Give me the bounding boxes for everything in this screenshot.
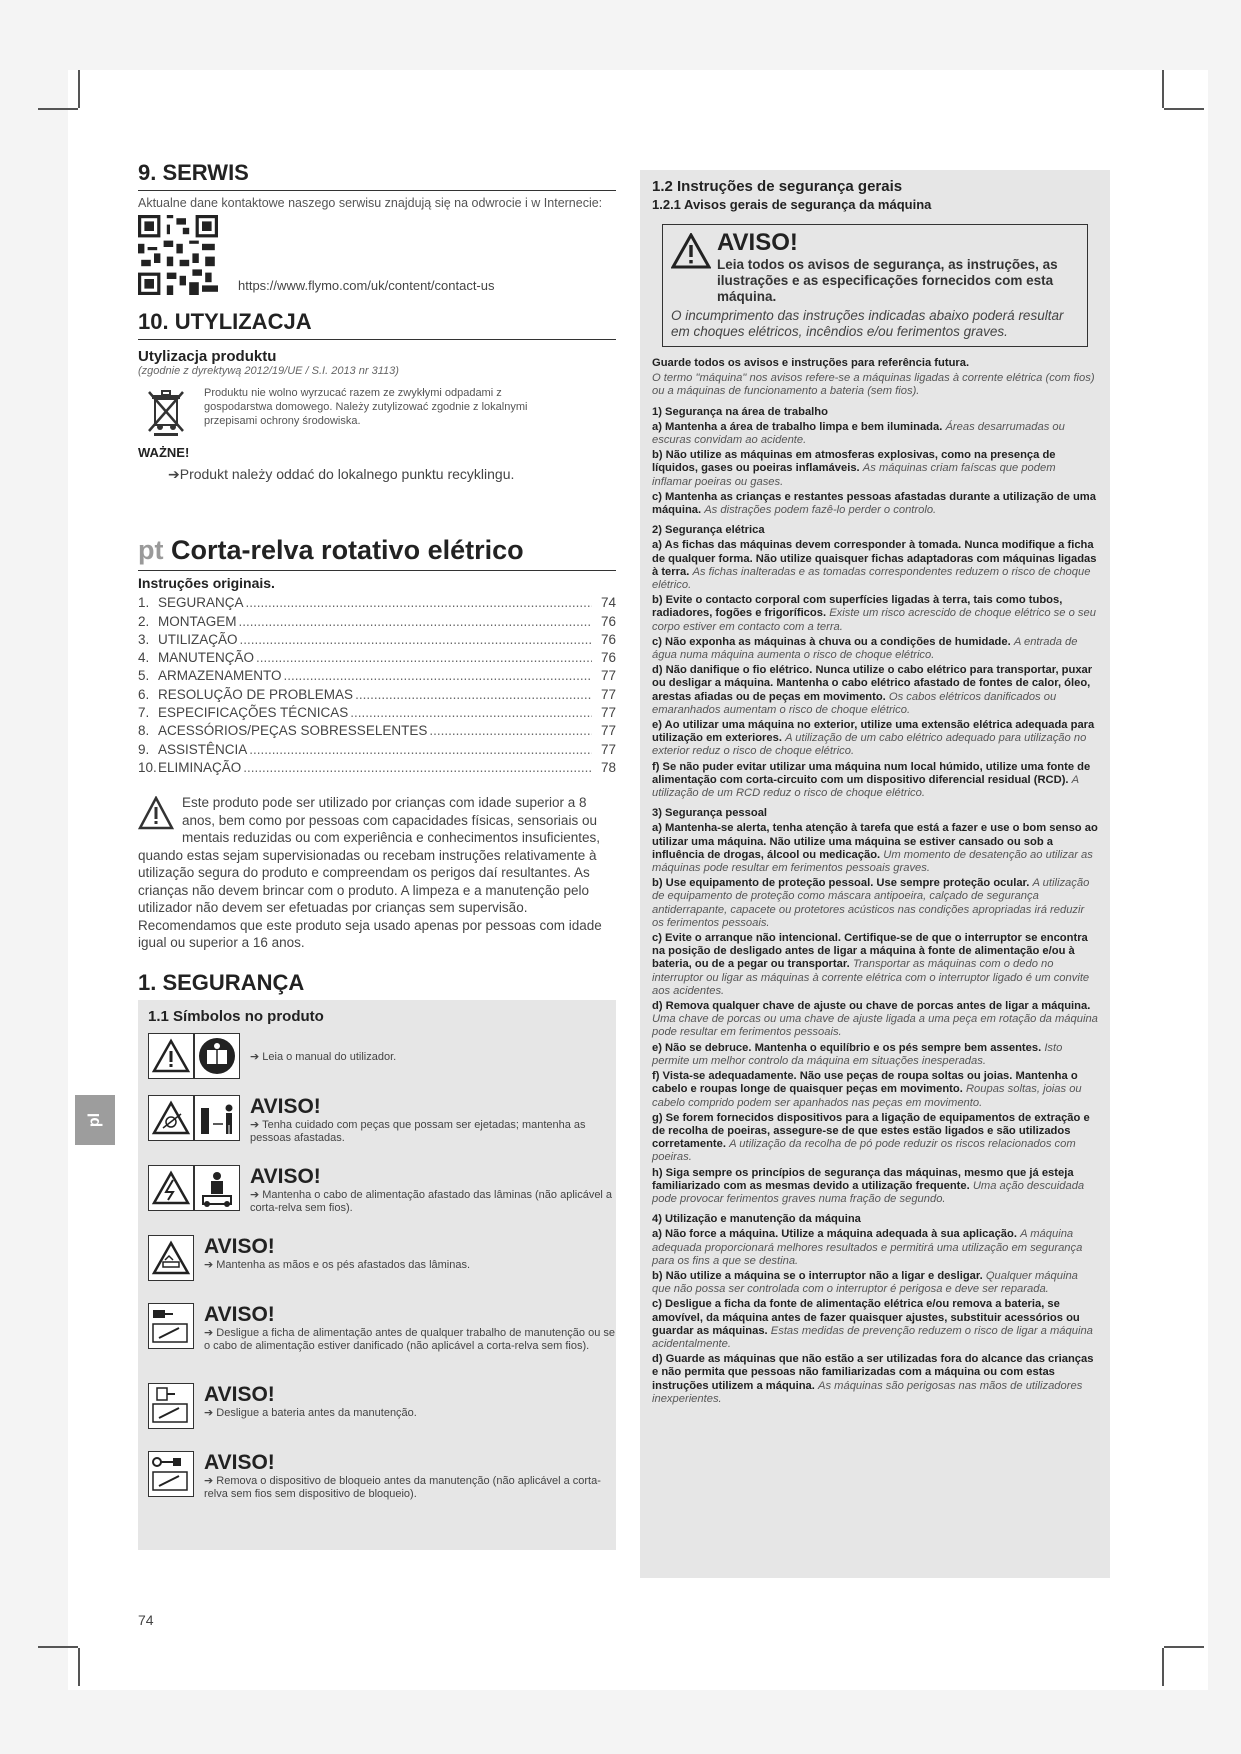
- toc-number: 5.: [138, 668, 150, 684]
- aviso-label: AVISO!: [250, 1094, 321, 1118]
- toc-leader: [239, 614, 593, 629]
- rule-item: c) Evite o arranque não intencional. Certifique-se de que o interruptor se encontra na posição de desligado antes de ligar a máquina à fonte de alimentação e/ou à bateria, ou de a pegar ou transportar. Transportar as máquinas com o dedo no interruptor ou ligar as máquinas à corrente elétrica com o interruptor ligado é um convite aos acidentes.: [652, 932, 1090, 997]
- keep-instructions: [652, 357, 1098, 370]
- toc-page: 76: [600, 650, 616, 666]
- toc-item[interactable]: [138, 687, 616, 705]
- toc-title: ARMAZENAMENTO: [158, 668, 282, 684]
- rule-item: b) Não utilize as máquinas em atmosferas explosivas, como na presença de líquidos, gases ou poeiras inflamáveis. As máquinas criam faíscas que podem inflamar poeiras ou gases.: [652, 449, 1056, 488]
- symbol-text: [250, 1095, 616, 1145]
- rule-item: d) Guarde as máquinas que não estão a ser utilizadas fora do alcance das crianças e não permita que pessoas não familiarizadas com a máquina ou com estas instruções utilizem a máquina. As máquinas são perigosas nas mãos de utilizadores inexperientes.: [652, 1353, 1094, 1405]
- toc-title: ACESSÓRIOS/PEÇAS SOBRESSELENTES: [158, 723, 428, 739]
- language-code: pt: [138, 535, 164, 566]
- crop-mark: [1164, 1646, 1204, 1648]
- children-warning: [138, 794, 616, 952]
- table-of-contents: [138, 595, 616, 778]
- symbol-row: [148, 1303, 616, 1375]
- toc-title: ASSISTÊNCIA: [158, 741, 248, 757]
- toc-leader: [284, 668, 592, 683]
- ejected-objects-icon: [148, 1095, 194, 1141]
- symbol-row: [148, 1451, 616, 1511]
- toc-page: 77: [600, 705, 616, 721]
- rule-item: a) Mantenha a área de trabalho limpa e bem iluminada. Áreas desarrumadas ou escuras convidam ao acidente.: [652, 420, 1065, 446]
- toc-leader: [246, 595, 592, 610]
- unplug-maintenance-icon: [148, 1303, 194, 1349]
- aviso-label: AVISO!: [204, 1382, 275, 1406]
- language-tab: [75, 1095, 115, 1145]
- toc-number: 4.: [138, 650, 150, 666]
- toc-page: 77: [600, 723, 616, 739]
- aviso-label: AVISO!: [204, 1450, 275, 1474]
- rule-item: g) Se forem fornecidos dispositivos para a ligação de equipamentos de extração e de recolha de poeiras, assegure-se de que estes estão ligados e são utilizados corretamente. A utilização da recolha de pó pode reduzir os riscos relacionados com poeiras.: [652, 1111, 1090, 1164]
- toc-item[interactable]: [138, 742, 616, 760]
- rule-item: h) Siga sempre os princípios de segurança das máquinas, mesmo que já esteja familiarizado com as mesmas devido a utilização frequente. Uma ação descuidada pode provocar ferimentos graves numa fração de segundo.: [652, 1166, 1085, 1205]
- symbol-row: [148, 1095, 616, 1157]
- aviso-label: AVISO!: [204, 1302, 275, 1326]
- utylizacja-note: (zgodnie z dyrektywą 2012/19/UE / S.I. 2013 nr 3113): [138, 365, 399, 378]
- toc-number: 1.: [138, 595, 150, 611]
- rule-item: d) Remova qualquer chave de ajuste ou chave de porcas antes de ligar a máquina. Uma chave de porcas ou uma chave de ajuste ligada a uma peça em rotação da máquina pode resultar em ferimentos pessoais.: [652, 1000, 1098, 1039]
- crop-mark: [1162, 70, 1164, 108]
- rule-item: b) Não utilize a máquina se o interruptor não a ligar e desligar. Qualquer máquina que não possa ser controlada com o interruptor é perigosa e deve ser reparada.: [652, 1269, 1078, 1296]
- rule-item: e) Não se debruce. Mantenha o equilíbrio e os pés sempre bem assentes. Isto permite um melhor controlo da máquina em situações inesperadas.: [652, 1041, 1063, 1067]
- toc-page: 74: [600, 595, 616, 611]
- aviso-bold-text: Leia todos os avisos de segurança, as instruções, as ilustrações e as especificações fornecidos com esta máquina.: [717, 257, 1058, 305]
- aviso-header: [671, 229, 1079, 306]
- toc-title: MONTAGEM: [158, 613, 237, 629]
- rule-item: c) Desligue a ficha da fonte de alimentação elétrica e/ou remova a bateria, se amovível, da máquina antes de fazer quaisquer ajustes, substituir acessórios ou guardar as máquinas. Estas medidas de prevenção reduzem o risco de ligar a máquina acidentalmente.: [652, 1298, 1093, 1350]
- keep-distance-icon: [194, 1095, 240, 1141]
- symbol-row: [148, 1383, 616, 1443]
- crop-mark: [1162, 1648, 1164, 1686]
- crossed-bin-icon: [146, 387, 186, 437]
- toc-number: 10.: [138, 759, 157, 775]
- symbol-icons: [148, 1095, 240, 1141]
- aviso-box: [662, 224, 1088, 347]
- toc-page: 76: [600, 631, 616, 647]
- qr-row: [138, 215, 616, 295]
- seguranca-title: 1. SEGURANÇA: [138, 969, 305, 995]
- symbol-row: [148, 1165, 616, 1227]
- toc-title: UTILIZAÇÃO: [158, 631, 238, 647]
- serwis-title: 9. SERWIS: [138, 160, 616, 191]
- symbol-description: ➔ Leia o manual do utilizador.: [250, 1050, 397, 1063]
- symbols-box: [138, 1000, 616, 1550]
- electric-shock-icon: [148, 1165, 194, 1211]
- toc-leader: [243, 760, 592, 775]
- symbol-text: [204, 1303, 616, 1353]
- toc-title: ELIMINAÇÃO: [158, 759, 242, 775]
- toc-leader: [249, 742, 592, 757]
- rule-item: a) Não force a máquina. Utilize a máquina adequada à sua aplicação. A máquina adequada proporcionará melhores resultados e permitirá uma utilização em segurança para os fins a que se destina.: [652, 1228, 1083, 1267]
- symbol-icons: [148, 1165, 240, 1211]
- symbol-description: ➔ Desligue a ficha de alimentação antes de qualquer trabalho de manutenção ou se o cabo de alimentação estiver danificado (não aplicável a corta-relva sem fios).: [204, 1326, 615, 1352]
- utylizacja-subtitle: Utylizacja produktu: [138, 348, 277, 366]
- toc-title: ESPECIFICAÇÕES TÉCNICAS: [158, 705, 349, 721]
- symbol-text: [204, 1235, 470, 1272]
- crop-mark: [38, 108, 78, 110]
- product-name: Corta-relva rotativo elétrico: [171, 535, 524, 566]
- rule-item: b) Evite o contacto corporal com superfícies ligadas à terra, tais como tubos, radiadores, fogões e frigoríficos. Existe um risco acrescido de choque elétrico se o seu corpo estiver em contacto com a terra.: [652, 594, 1096, 633]
- aviso-label: AVISO!: [204, 1234, 275, 1258]
- symbol-description: ➔ Remova o dispositivo de bloqueio antes da manutenção (não aplicável a corta-relva sem fios sem dispositivo de bloqueio).: [204, 1474, 601, 1500]
- language-tab-label: pl: [86, 1112, 103, 1128]
- section-machine-use: 4) Utilização e manutenção da máquina: [652, 1213, 861, 1226]
- toc-number: 9.: [138, 741, 150, 757]
- symbol-icons: [148, 1383, 194, 1429]
- qr-code-icon[interactable]: [138, 215, 218, 295]
- toc-item[interactable]: [138, 723, 616, 741]
- toc-item[interactable]: [138, 705, 616, 723]
- left-column: [138, 160, 616, 1550]
- toc-number: 2.: [138, 613, 150, 629]
- section-electrical: 2) Segurança elétrica: [652, 524, 765, 537]
- toc-leader: [240, 632, 592, 647]
- utylizacja-title: 10. UTYLIZACJA: [138, 309, 616, 340]
- toc-title: RESOLUÇÃO DE PROBLEMAS: [158, 686, 354, 702]
- weee-text: Produktu nie wolno wyrzucać razem ze zwykłymi odpadami z gospodarstwa domowego. Należy zutylizować zgodnie z lokalnymi przepisami ochrony środowiska.: [204, 387, 528, 427]
- section-personal: 3) Segurança pessoal: [652, 807, 768, 820]
- toc-title: SEGURANÇA: [158, 595, 244, 611]
- aviso-italic-text: O incumprimento das instruções indicadas abaixo poderá resultar em choques elétricos, incêndios e/ou ferimentos graves.: [671, 307, 1064, 339]
- symbol-icons: [148, 1303, 194, 1349]
- weee-block: [138, 387, 616, 437]
- keep-text: Guarde todos os avisos e instruções para referência futura.: [652, 356, 970, 369]
- toc-item[interactable]: [138, 760, 616, 778]
- symbol-icons: [148, 1451, 194, 1497]
- symbols-title: 1.1 Símbolos no produto: [148, 1007, 324, 1025]
- symbol-text: [204, 1383, 417, 1420]
- toc-title: MANUTENÇÃO: [158, 650, 255, 666]
- warning-triangle-icon: [138, 796, 174, 830]
- toc-item[interactable]: [138, 614, 616, 632]
- symbol-description: ➔ Tenha cuidado com peças que possam ser ejetadas; mantenha as pessoas afastadas.: [250, 1118, 586, 1144]
- toc-number: 6.: [138, 686, 150, 702]
- warning-triangle-icon: [671, 233, 711, 269]
- section-work-area: 1) Segurança na área de trabalho: [652, 405, 828, 418]
- rule-item: c) Não exponha as máquinas à chuva ou a condições de humidade. A entrada de água numa máquina aumenta o risco de choque elétrico.: [652, 635, 1078, 661]
- rule-item: f) Se não puder evitar utilizar uma máquina num local húmido, utilize uma fonte de alimentação com corta-circuito com um dispositivo diferencial residual (RCD). A utilização de um RCD reduz o risco de choque elétrico.: [652, 760, 1091, 800]
- toc-page: 78: [600, 759, 616, 775]
- page-number: 74: [138, 1612, 154, 1628]
- aviso-label: AVISO!: [250, 1164, 321, 1188]
- rule-item: f) Vista-se adequadamente. Não use peças de roupa soltas ou joias. Mantenha o cabelo e roupas longe de quaisquer peças em movimento. Roupas soltas, joias ou cabelo comprido podem ser apanhados nas peças em movimento.: [652, 1070, 1082, 1109]
- symbol-text: [204, 1451, 616, 1501]
- symbol-icons: [148, 1235, 194, 1281]
- crop-mark: [78, 1648, 80, 1686]
- symbol-text: [250, 1033, 396, 1064]
- read-manual-icon: [194, 1033, 240, 1079]
- symbol-row: [148, 1235, 616, 1295]
- important-text: ➔Produkt należy oddać do lokalnego punktu recyklingu.: [168, 466, 515, 483]
- toc-item[interactable]: [138, 668, 616, 686]
- rule-item: b) Use equipamento de proteção pessoal. Use sempre proteção ocular. A utilização de equipamento de proteção como máscara antipoeira, calçado de segurança antiderrapante, capacete ou protetores acústicos nas condições apropriadas irá reduzir os ferimentos pessoais.: [652, 877, 1090, 929]
- toc-leader: [355, 687, 592, 702]
- keep-note-text: O termo "máquina" nos avisos refere-se a máquinas ligadas à corrente elétrica (com fios) ou a máquinas de funcionamento a bateria (sem fios).: [652, 372, 1095, 398]
- rule-item: d) Não danifique o fio elétrico. Nunca utilize o cabo elétrico para transportar, puxar ou desligar a máquina. Mantenha o cabo elétrico afastado de fontes de calor, óleo, arestas afiadas ou de peças em movimento. Os cabos elétricos danificados ou emaranhados aumentam o risco de choque elétrico.: [652, 664, 1093, 716]
- right-column: [640, 170, 1110, 1578]
- contact-link[interactable]: https://www.flymo.com/uk/content/contact-us: [238, 278, 495, 294]
- symbol-description: ➔ Mantenha as mãos e os pés afastados das lâminas.: [204, 1258, 471, 1271]
- children-warning-text: Este produto pode ser utilizado por crianças com idade superior a 8 anos, bem como por pessoas com capacidades físicas, sensoriais ou mentais reduzidas ou com experiência e conhecimentos insuficientes, quando estas sejam supervisionadas ou recebam instruções relativamente à utilização segura do produto e compreendam os perigos daí resultantes. As crianças não devem brincar com o produto. A limpeza e a manutenção pelo utilizador não devem ser efetuadas por crianças sem supervisão. Recomendamos que este produto seja usado apenas por pessoas com idade igual ou superior a 16 anos.: [138, 795, 602, 951]
- cable-mower-icon: [194, 1165, 240, 1211]
- rule-item: c) Mantenha as crianças e restantes pessoas afastadas durante a utilização de uma máquina. As distrações podem fazê-lo perder o controlo.: [652, 490, 1096, 516]
- symbol-description: ➔ Desligue a bateria antes da manutenção.: [204, 1406, 417, 1419]
- crop-mark: [38, 1646, 78, 1648]
- toc-item[interactable]: [138, 595, 616, 613]
- battery-remove-icon: [148, 1383, 194, 1429]
- symbols-list: [148, 1033, 616, 1511]
- symbol-text: [250, 1165, 616, 1215]
- rule-item: e) Ao utilizar uma máquina no exterior, utilize uma extensão elétrica adequada para utilização em exteriores. A utilização de um cabo elétrico adequado para utilização no exterior reduz o risco de choque elétrico.: [652, 719, 1095, 758]
- serwis-text: Aktualne dane kontaktowe naszego serwisu znajdują się na odwrocie i w Internecie:: [138, 196, 603, 210]
- blade-hazard-icon: [148, 1235, 194, 1281]
- toc-number: 7.: [138, 705, 150, 721]
- symbol-row: [148, 1033, 616, 1087]
- important-label: WAŻNE!: [138, 445, 190, 461]
- keep-note: [652, 372, 1098, 398]
- product-title: [138, 535, 616, 571]
- toc-leader: [429, 723, 592, 738]
- toc-page: 77: [600, 741, 616, 757]
- machine-warnings-heading: 1.2.1 Avisos gerais de segurança da máquina: [652, 197, 932, 212]
- warning-triangle-icon: [148, 1033, 194, 1079]
- toc-page: 77: [600, 668, 616, 684]
- toc-number: 8.: [138, 723, 150, 739]
- crop-mark: [1164, 108, 1204, 110]
- symbol-icons: [148, 1033, 240, 1079]
- toc-item[interactable]: [138, 650, 616, 668]
- toc-leader: [350, 705, 592, 720]
- aviso-content: [717, 229, 1079, 306]
- toc-page: 76: [600, 613, 616, 629]
- general-safety-heading: 1.2 Instruções de segurança gerais: [652, 178, 903, 195]
- toc-leader: [256, 650, 592, 665]
- toc-item[interactable]: [138, 632, 616, 650]
- rule-item: a) As fichas das máquinas devem corresponder à tomada. Nunca modifique a ficha de qualquer forma. Não utilize quaisquer fichas adaptadoras com máquinas ligadas à terra. As fichas inalteradas e as tomadas correspondentes reduzem o risco de choque elétrico.: [652, 539, 1097, 591]
- toc-page: 77: [600, 686, 616, 702]
- isolator-key-icon: [148, 1451, 194, 1497]
- crop-mark: [78, 70, 80, 108]
- aviso-title: AVISO!: [717, 229, 798, 256]
- symbol-description: ➔ Mantenha o cabo de alimentação afastado das lâminas (não aplicável a corta-relva sem fios).: [250, 1188, 613, 1214]
- instructions-subtitle: Instruções originais.: [138, 575, 275, 592]
- rule-item: a) Mantenha-se alerta, tenha atenção à tarefa que está a fazer e use o bom senso ao utilizar uma máquina. Não utilize uma máquina se estiver cansado ou sob a influência de drogas, álcool ou medicação. Um momento de desatenção ao utilizar as máquinas pode resultar em ferimentos pessoais graves.: [652, 822, 1098, 875]
- toc-number: 3.: [138, 631, 150, 647]
